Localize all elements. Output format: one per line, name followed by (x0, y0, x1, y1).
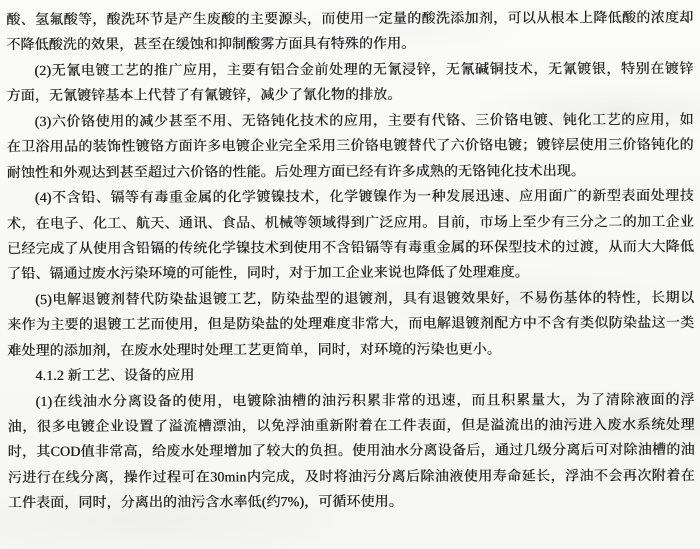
paragraph-cyanide-free-plating (6, 57, 693, 110)
text-line: 污进行在线分离，操作过程可在30min内完成，及时将油污分离后除油液使用寿命延长，浮油不会再次附着在 (7, 468, 695, 486)
text-line: (3)六价铬使用的减少甚至不用、无铬钝化技术的应用，主要有代铬、三价铬电镀、钝化工艺的应用，如 (34, 112, 694, 130)
text-line: 时，其COD值非常高，给废水处理增加了较大的负担。使用油水分离设备后，通过几级分离后可对除油槽的油 (7, 443, 695, 461)
text-line: 难处理的添加剂，在废水处理时处理工艺更简单，同时，对环境的污染也更小。 (7, 342, 501, 359)
paragraph-electroless-nickel (7, 184, 694, 288)
paragraph-hexavalent-chromium (7, 108, 694, 186)
section-heading-text: 4.1.2 新工艺、设备的应用 (35, 368, 195, 385)
text-line: 油，很多电镀企业设置了溢流槽漂油，以免浮油重新附着在工件表面，但是溢流出的油污进入废水系统处理 (7, 417, 695, 436)
text-line: 耐蚀性和外观达到甚至超过六价铬的性能。后处理方面已经有许多成熟的无铬钝化技术出现。 (6, 163, 585, 181)
text-line: (5)电解退镀剂替代防染盐退镀工艺，防染盐型的退镀剂，具有退镀效果好，不易伤基体的特性，长期以 (35, 290, 695, 308)
text-line: 工件表面，同时，分离出的油污含水率低(约7%)，可循环使用。 (7, 495, 403, 512)
text-line: (4)不含铅、镉等有毒重金属的化学镀镍技术，化学镀镍作为一种发展迅速、应用面广的新型表面处理技 (34, 188, 694, 207)
text-line: 方面，无氰镀锌基本上代替了有氰镀锌，减少了氰化物的排放。 (6, 88, 402, 105)
section-heading-4-1-2 (7, 362, 694, 390)
paragraph-acid-wash-additives (6, 6, 693, 59)
text-line: 酸、氢氟酸等，酸洗环节是产生废酸的主要源头，而使用一定量的酸洗添加剂，可以从根本上降低酸的浓度却 (6, 10, 694, 29)
text-line: 不降低酸洗的效果，甚至在缓蚀和抑制酸雾方面具有特殊的作用。 (6, 37, 416, 54)
text-line: 术，在电子、化工、航天、通讯、食品、机械等领域得到广泛应用。目前，市场上至少有三分之二的加工企业 (6, 214, 694, 232)
paragraph-oil-water-separation (7, 387, 694, 516)
text-line: 了铅、镉通过废水污染环境的可能性，同时，对于加工企业来说也降低了处理难度。 (7, 265, 529, 283)
paragraph-electrolytic-stripping (7, 286, 694, 364)
text-line: 来作为主要的退镀工艺而使用，但是防染盐的处理难度非常大，而电解退镀剂配方中不含有类似防染盐这一类 (7, 316, 695, 334)
text-line: (1)在线油水分离设备的使用，电镀除油槽的油污积累非常的迅速，而且积累量大，为了清除液面的浮 (35, 392, 695, 410)
document-text-block (6, 6, 695, 517)
text-line: 在卫浴用品的装饰性镀铬方面许多电镀企业完全采用三价铬电镀替代了六价铬电镀；镀锌层使用三价铬钝化的 (6, 138, 694, 156)
text-line: (2)无氰电镀工艺的推广应用，主要有铝合金前处理的无氰浸锌，无氰碱铜技术，无氰镀银，特别在镀锌 (34, 61, 694, 79)
text-line: 已经完成了从使用含铅镉的传统化学镍技术到使用不含铅镉等有毒重金属的环保型技术的过渡，从而大大降低 (6, 239, 694, 258)
